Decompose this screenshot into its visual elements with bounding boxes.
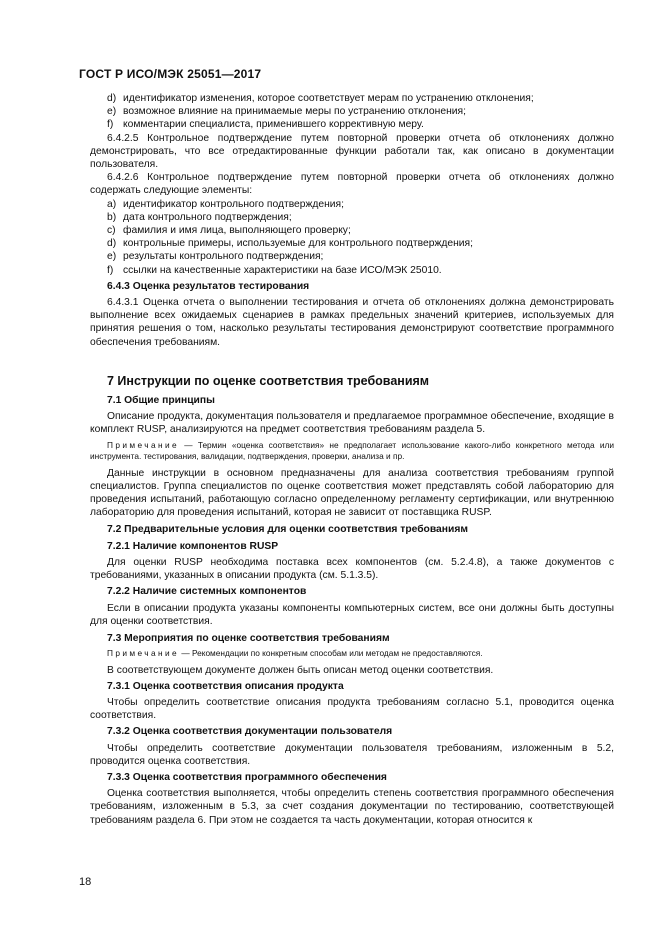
list-item — [90, 224, 614, 237]
list-marker: e) — [107, 251, 117, 263]
page-number: 18 — [79, 876, 92, 888]
list-marker: e) — [107, 106, 117, 118]
list-item — [90, 250, 614, 263]
list-item — [90, 92, 614, 105]
list-marker: c) — [107, 225, 116, 237]
list-text: ссылки на качественные характеристики на базе ИСО/МЭК 25010. — [123, 264, 442, 276]
list-item — [90, 198, 614, 211]
heading-7-2-2: 7.2.2 Наличие системных компонентов — [107, 586, 307, 598]
list-item — [90, 211, 614, 224]
note-text: — Рекомендации по конкретным способам или методам не предоставляются. — [179, 648, 483, 659]
list-text: идентификатор контрольного подтверждения; — [123, 198, 344, 210]
heading-7-3: 7.3 Мероприятия по оценке соответствия требованиям — [107, 632, 390, 644]
list-marker: f) — [107, 119, 114, 131]
list-marker: d) — [107, 238, 117, 250]
document-body — [90, 92, 614, 827]
note-text: — Термин «оценка соответствия» не предполагает использование какого-либо конкретного метода или инструмента. тестирования, валидации, подтверждения, проверки, анализа и пр. — [90, 439, 614, 462]
paragraph-7-1-a: Описание продукта, документация пользователя и предлагаемое программное обеспечение, входящие в комплект RUSP, анализируются на предмет соответствия требованиям раздела 5. — [90, 411, 614, 436]
paragraph-6-4-3-1: 6.4.3.1 Оценка отчета о выполнении тестирования и отчета об отклонениях должна демонстрировать выполнение всех ожидаемых сценариев в рамках предельных значений критериев, используемых для принятия решения о том, насколько результаты тестирования демонстрируют соответствие программного обеспечения требованиям. — [90, 297, 614, 348]
heading-7-3-2: 7.3.2 Оценка соответствия документации пользователя — [107, 726, 393, 738]
heading-7-2-1: 7.2.1 Наличие компонентов RUSP — [107, 540, 279, 552]
note-7-3 — [90, 648, 614, 660]
document-header: ГОСТ Р ИСО/МЭК 25051—2017 — [79, 67, 262, 81]
note-label: Примечание — [107, 648, 180, 659]
list-item — [90, 264, 614, 277]
list-text: дата контрольного подтверждения; — [123, 211, 292, 223]
paragraph-7-3: В соответствующем документе должен быть описан метод оценки соответствия. — [107, 664, 494, 676]
list-item — [90, 105, 614, 118]
note-label: Примечание — [107, 439, 180, 450]
paragraph-7-3-1: Чтобы определить соответствие описания продукта требованиям согласно 5.1, проводится оценка соответствия. — [90, 697, 614, 722]
paragraph-7-1-b: Данные инструкции в основном предназначены для анализа соответствия требованиям группой специалистов. Группа специалистов по оценке соответствия может представлять собой лабораторию для проведения испытаний, работающую согласно определенному регламенту сертификации, или внутреннюю лабораторию для проведения испытаний, которая не зависит от поставщика RUSP. — [90, 467, 614, 519]
note-7-1 — [90, 440, 614, 463]
heading-6-4-3: 6.4.3 Оценка результатов тестирования — [107, 280, 310, 292]
list-text: контрольные примеры, используемые для контрольного подтверждения; — [123, 238, 473, 250]
list-marker: d) — [107, 93, 117, 104]
paragraph-7-2-1: Для оценки RUSP необходима поставка всех компонентов (см. 5.2.4.8), а также документов с требованиями, указанных в описании продукта (см. 5.1.3.5). — [90, 556, 614, 582]
heading-7-1: 7.1 Общие принципы — [107, 395, 215, 407]
list-text: возможное влияние на принимаемые меры по устранению отклонения; — [123, 106, 466, 118]
section-7-title: 7 Инструкции по оценке соответствия требованиям — [107, 373, 430, 388]
list-item — [90, 237, 614, 250]
paragraph-7-3-2: Чтобы определить соответствие документации пользователя требованиям, изложенным в 5.2, проводится оценка соответствия. — [90, 742, 614, 767]
heading-7-3-1: 7.3.1 Оценка соответствия описания продукта — [107, 680, 344, 692]
paragraph-6-4-2-5: 6.4.2.5 Контрольное подтверждение путем повторной проверки отчета об отклонениях должно демонстрировать, что все отредактированные функции работали так, как описано в документации пользователя. — [90, 132, 614, 171]
paragraph-7-2-2: Если в описании продукта указаны компоненты компьютерных систем, все они должны быть доступны для оценки соответствия. — [90, 602, 614, 627]
list-marker: a) — [107, 198, 117, 210]
paragraph-6-4-2-6: 6.4.2.6 Контрольное подтверждение путем повторной проверки отчета об отклонениях должно содержать следующие элементы: — [90, 172, 614, 197]
list-text: идентификатор изменения, которое соответствует мерам по устранению отклонения; — [123, 93, 534, 104]
heading-7-3-3: 7.3.3 Оценка соответствия программного обеспечения — [107, 772, 387, 784]
list-text: фамилия и имя лица, выполняющего проверку; — [123, 225, 351, 237]
paragraph-7-3-3: Оценка соответствия выполняется, чтобы определить степень соответствия программного обеспечения требованиям, изложенным в 5.3, за счет создания документации по тестированию, соответствующей требованиям раздела 6. При этом не создается та часть документации, которая относится к — [90, 788, 614, 826]
list-item — [90, 118, 614, 131]
list-text: результаты контрольного подтверждения; — [123, 251, 324, 263]
list-text: комментарии специалиста, применившего коррективную меру. — [123, 119, 424, 131]
list-marker: b) — [107, 211, 117, 223]
list-marker: f) — [107, 264, 114, 276]
heading-7-2: 7.2 Предварительные условия для оценки соответствия требованиям — [107, 524, 468, 536]
